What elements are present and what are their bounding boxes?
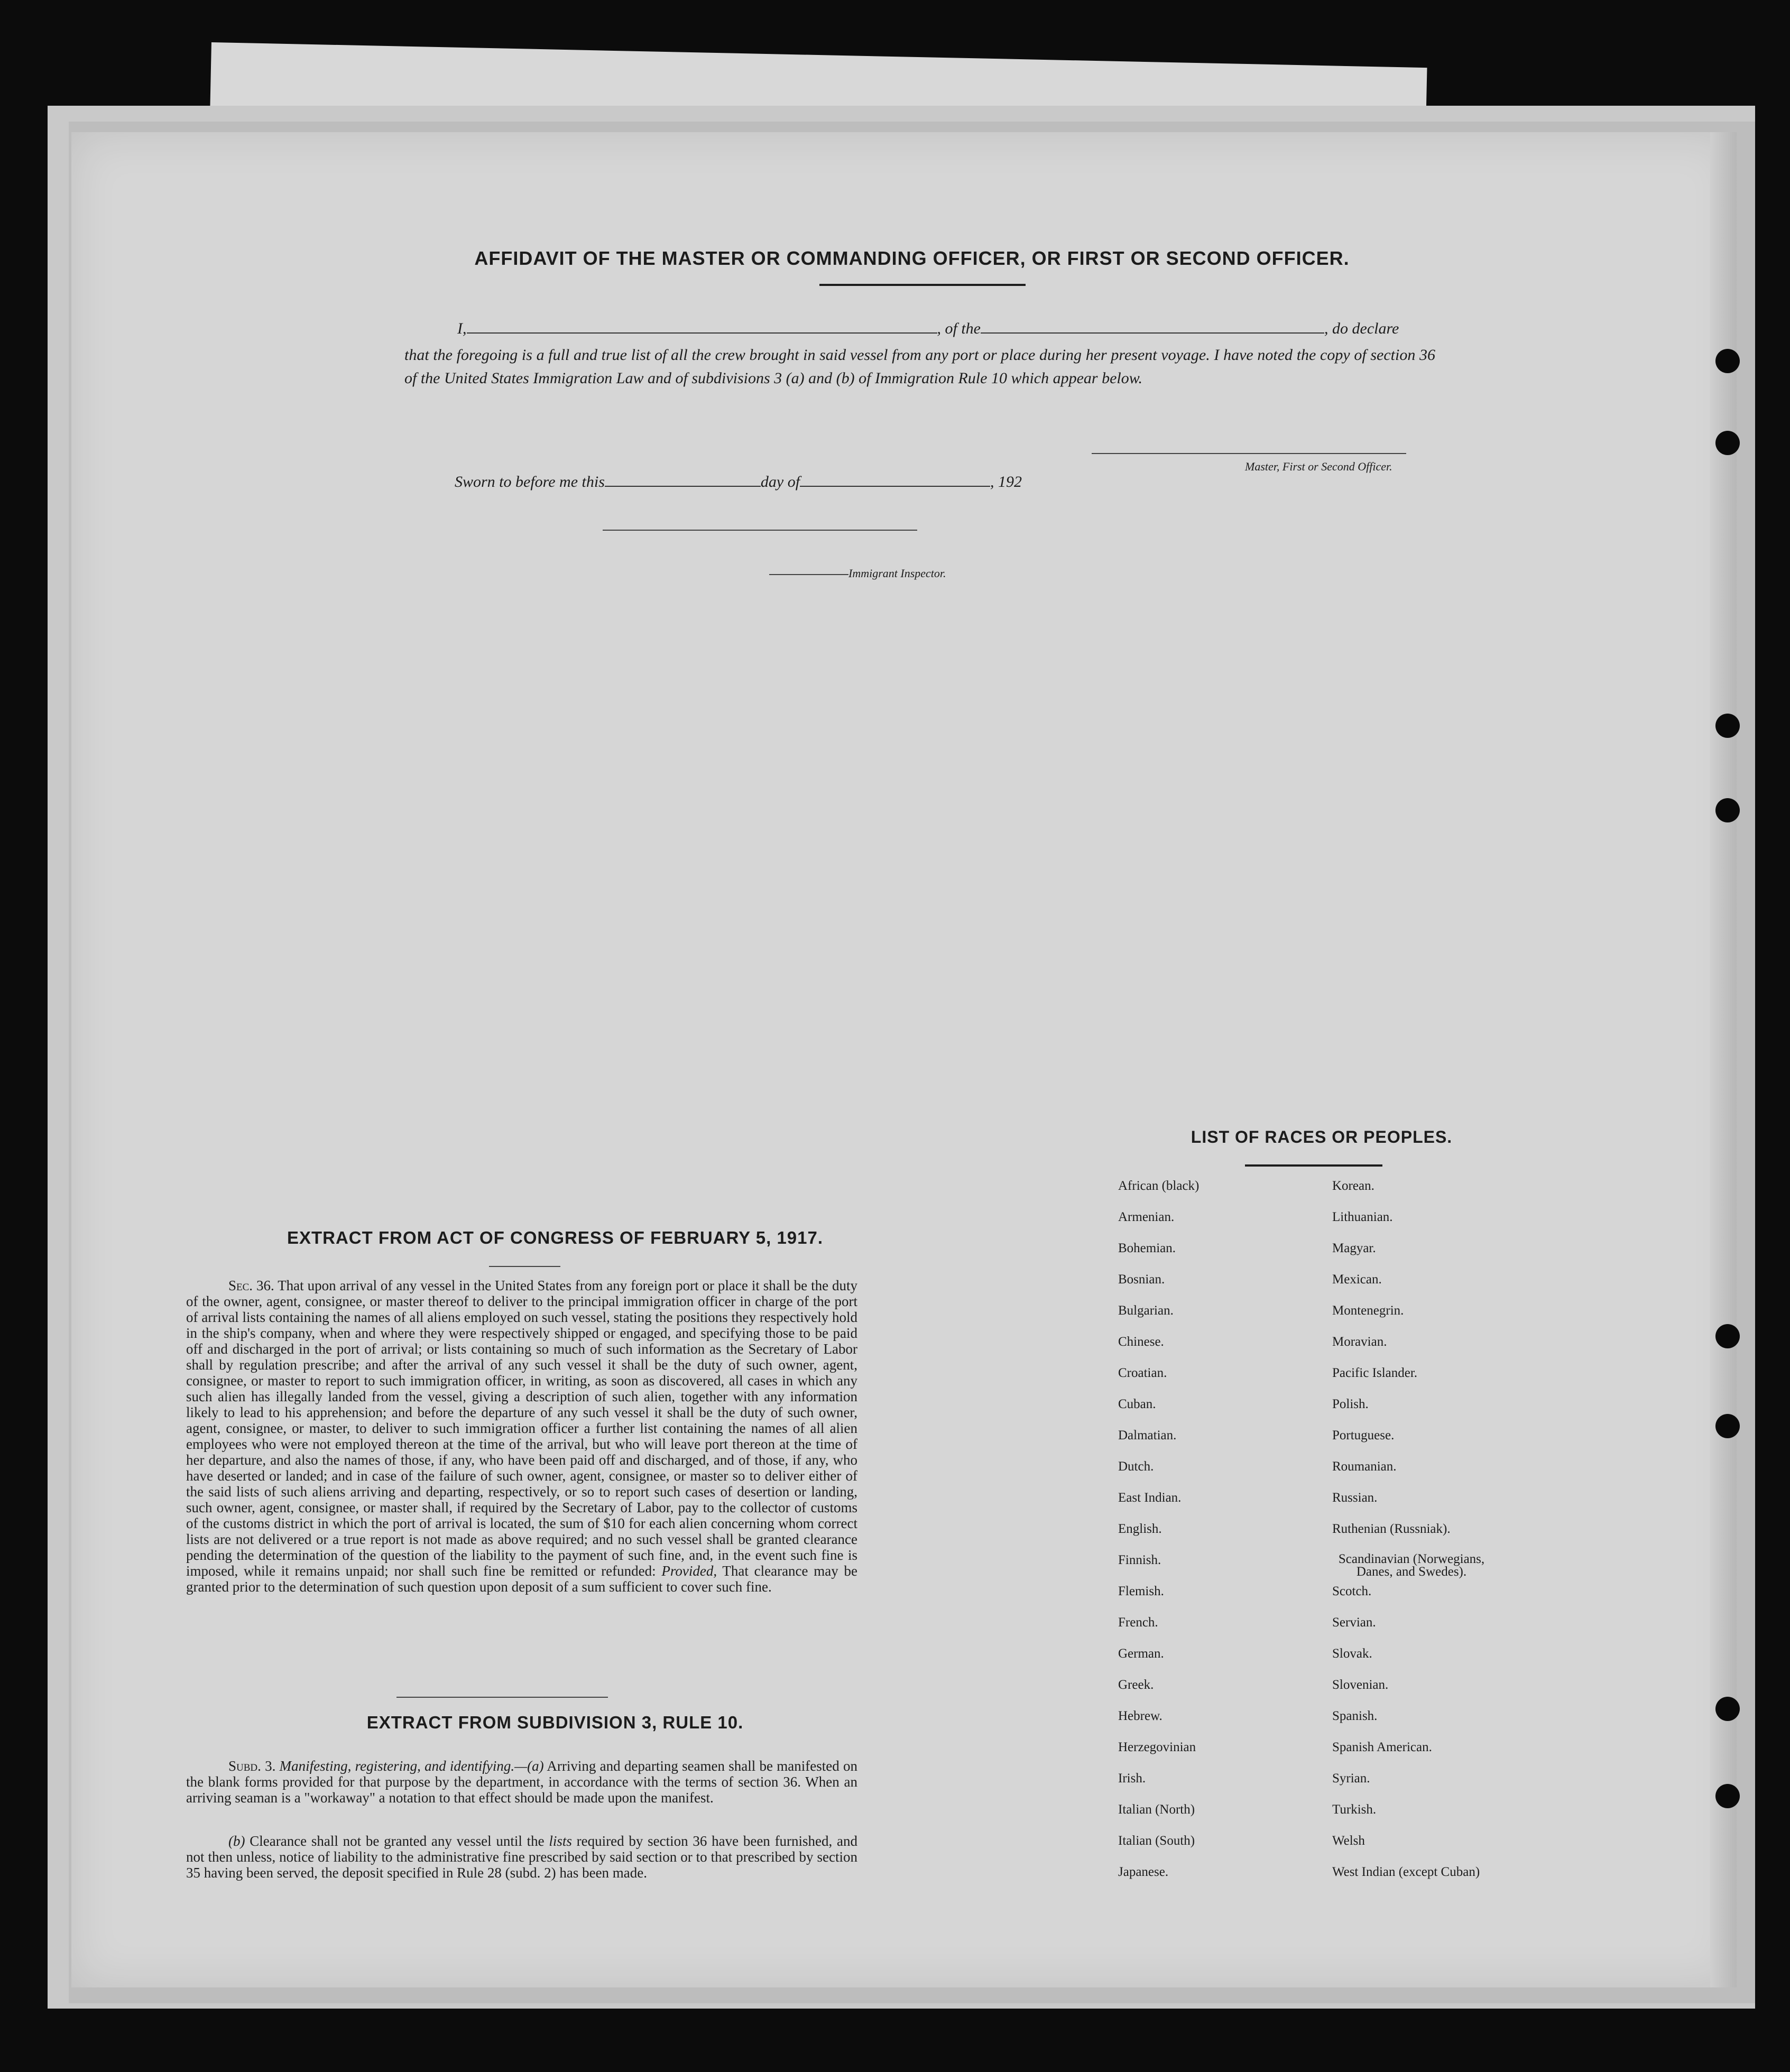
race-item: Magyar. [1332,1241,1376,1255]
race-item: Spanish American. [1332,1740,1432,1754]
race-item: Moravian. [1332,1335,1387,1349]
declaration-do-declare: , do declare [1324,320,1399,337]
race-item: Lithuanian. [1332,1210,1393,1224]
rule-extract-title: EXTRACT FROM SUBDIVISION 3, RULE 10. [366,1713,744,1732]
race-item: Cuban. [1118,1397,1156,1411]
month-blank[interactable] [800,474,990,487]
para-b-label: (b) [228,1833,245,1849]
act-extract-rule [489,1266,560,1267]
race-item: Bulgarian. [1118,1303,1174,1318]
subd-label: Subd. 3. [228,1758,276,1774]
race-item: Bosnian. [1118,1272,1165,1287]
race-item: French. [1118,1615,1158,1630]
binder-hole [1715,1324,1740,1348]
inspector-signature-line [603,530,917,531]
signature-line [1092,453,1406,454]
race-item: Roumanian. [1332,1459,1397,1474]
races-title-rule [1245,1164,1382,1167]
race-item: Dutch. [1118,1459,1154,1474]
race-item: Flemish. [1118,1584,1164,1598]
section-text: That upon arrival of any vessel in the United States from any foreign port or place it shall be the duty of the owner, agent, consignee, or master thereof to deliver to the principal immigration officer in charge of the port of arrival lists containing the names of all aliens employed on such vessel, stating the positions they respectively hold in the ship's company, when and where they were respectively shipped or engaged, and specifying those to be paid off and discharged in the port of arrival; or lists containing so much of such information as the Secretary of Labor shall by regulation prescribe; and after the arrival of any such vessel it shall be the duty of such owner, agent, consignee, or master to report to such immigration officer, in writing, as soon as discovered, all cases in which any such alien has illegally landed from the vessel, giving a description of such alien, together with any information likely to lead to his apprehension; and before the departure of any such vessel it shall be the duty of such owner, agent, consignee, or master, to deliver to such immigration officer a further list containing the names of all alien employees who were not employed thereon at the time of the arrival, but who will leave port thereon at the time of her departure, and also the names of those, if any, who have been paid off and discharged, and of those, if any, who have deserted or landed; and in case of the failure of such owner, agent, consignee, or master so to deliver either of the said lists of such aliens arriving and departing, respectively, or so to report such cases of desertion or landing, such owner, agent, consignee, or master shall, if required by the Secretary of Labor, pay to the collector of customs of the customs district in which the port of arrival is located, the sum of $10 for each alien concerning whom correct lists are not delivered or a true report is not made as above required; and no such vessel shall be granted clearance pending the determination of the question of the liability to the payment of such fine, and, in the event such fine is imposed, while it remains unpaid; nor shall such fine be remitted or refunded: [186,1278,858,1579]
binder-hole [1715,1697,1740,1721]
inspector-short-line [769,574,848,575]
subd-heading: Manifesting, registering, and identifying.—(a) [279,1758,544,1774]
race-item: English. [1118,1522,1162,1536]
section-text-end: That clearance may be granted prior to the determination of such question upon deposit of a sum sufficient to cover such fine. [186,1563,858,1595]
para-b-text-1: Clearance shall not be granted any vessel until the [250,1833,545,1849]
declaration-of-the: , of the [937,320,981,337]
race-item: Scotch. [1332,1584,1372,1598]
race-item: Russian. [1332,1491,1378,1505]
signature-label: Master, First or Second Officer. [1245,460,1392,473]
sworn-text: Sworn to before me this [455,473,605,491]
race-item: Italian (North) [1118,1802,1195,1817]
race-item: Armenian. [1118,1210,1175,1224]
race-item: Herzegovinian [1118,1740,1196,1754]
binder-hole [1715,349,1740,373]
act-section-36-text [186,1278,857,1595]
sworn-year: , 192 [990,473,1022,491]
race-item: Finnish. [1118,1553,1161,1567]
declaration-i: I, [457,320,467,337]
para-b-lists: lists [549,1833,572,1849]
race-item: Hebrew. [1118,1709,1162,1723]
section-label: Sec. 36. [228,1278,274,1293]
race-item: Japanese. [1118,1865,1169,1879]
sworn-day-of: day of [760,473,800,491]
race-item: Montenegrin. [1332,1303,1404,1318]
race-item: Pacific Islander. [1332,1366,1418,1380]
race-item: Italian (South) [1118,1834,1195,1848]
affidavit-title: AFFIDAVIT OF THE MASTER OR COMMANDING OFFICER, OR FIRST OR SECOND OFFICER. [474,247,1350,269]
race-item: West Indian (except Cuban) [1332,1865,1480,1879]
race-item: Bohemian. [1118,1241,1176,1255]
proviso-word: Provided, [661,1563,717,1579]
race-item: Servian. [1332,1615,1376,1630]
race-item: Scandinavian (Norwegians, Danes, and Swedes). [1338,1552,1485,1579]
day-blank[interactable] [605,474,761,487]
race-item: Slovak. [1332,1646,1372,1661]
sworn-line [455,473,1022,491]
binder-hole [1715,1784,1740,1808]
para-b-text-2: required by section 36 have been furnished, and not then unless, notice of liability to the administrative fine prescribed by said section or to that prescribed by section 35 having been served, the deposit specified in Rule 28 (subd. 2) has been made. [186,1833,858,1881]
races-right-column [1332,1179,1554,1896]
affidavit-body: that the foregoing is a full and true list of all the crew brought in said vessel from any port or place during her present voyage. I have noted the copy of section 36 of the United States Immigration Law and of subdivisions 3 (a) and (b) of Immigration Rule 10 which appear below. [404,346,1435,387]
race-item: Irish. [1118,1771,1146,1786]
rule-subd-3-para-a [186,1758,857,1806]
binder-hole [1715,1414,1740,1438]
race-item: Dalmatian. [1118,1428,1177,1442]
race-item: East Indian. [1118,1491,1182,1505]
race-item: Syrian. [1332,1771,1370,1786]
vessel-blank[interactable] [981,321,1324,334]
race-item: Polish. [1332,1397,1369,1411]
binder-hole [1715,798,1740,822]
race-item: Greek. [1118,1678,1154,1692]
affidavit-declaration-line [457,320,1399,338]
binder-hole [1715,714,1740,738]
race-item: Spanish. [1332,1709,1378,1723]
race-item: German. [1118,1646,1164,1661]
race-item: Mexican. [1332,1272,1382,1287]
race-item: Slovenian. [1332,1678,1389,1692]
race-item: African (black) [1118,1179,1200,1193]
race-item: Croatian. [1118,1366,1167,1380]
races-left-column [1118,1179,1199,1896]
act-rule-divider [396,1697,608,1698]
race-item: Ruthenian (Russniak). [1332,1522,1451,1536]
binder-hole [1715,431,1740,455]
race-item: Chinese. [1118,1335,1164,1349]
race-item: Turkish. [1332,1802,1377,1817]
act-extract-title: EXTRACT FROM ACT OF CONGRESS OF FEBRUARY 5, 1917. [287,1228,824,1247]
subd-para-a: Arriving and departing seamen shall be manifested on the blank forms provided for that purpose by the department, in accordance with the terms of section 36. When an arriving seaman is a "workaway" a notation to that effect should be made upon the manifest. [186,1758,857,1806]
race-item: Welsh [1332,1834,1365,1848]
inspector-label: Immigrant Inspector. [848,567,946,580]
affidavit-title-rule [819,284,1026,286]
race-item: Portuguese. [1332,1428,1395,1442]
races-title: LIST OF RACES OR PEOPLES. [1191,1127,1453,1146]
name-blank[interactable] [467,321,937,334]
race-item: Korean. [1332,1179,1374,1193]
rule-subd-3-para-b [186,1833,857,1881]
